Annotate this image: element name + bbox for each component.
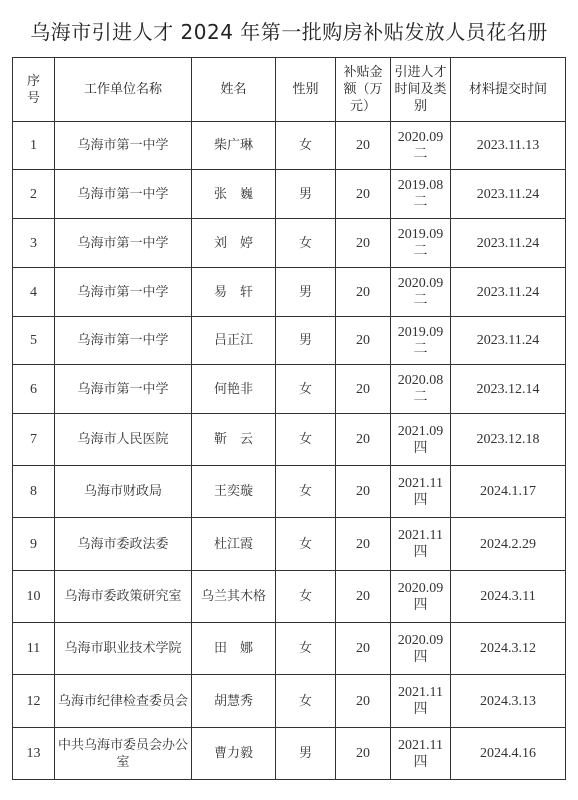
row-amount: 20	[336, 317, 391, 365]
row-name: 田 娜	[192, 623, 276, 675]
row-name: 刘 婷	[192, 219, 276, 268]
row-amount: 20	[336, 728, 391, 780]
row-index: 1	[13, 122, 55, 170]
row-unit: 乌海市第一中学	[55, 365, 192, 414]
row-index: 10	[13, 571, 55, 623]
row-submit-time: 2024.3.11	[451, 571, 566, 623]
row-unit: 乌海市第一中学	[55, 317, 192, 365]
talent-category: 四	[413, 753, 428, 770]
row-index: 3	[13, 219, 55, 268]
row-intro-time	[391, 675, 451, 728]
talent-category: 四	[413, 648, 428, 665]
table-header-row	[13, 58, 566, 122]
row-unit: 乌海市第一中学	[55, 268, 192, 317]
row-gender: 男	[276, 170, 336, 219]
row-unit: 乌海市职业技术学院	[55, 623, 192, 675]
row-submit-time: 2023.11.24	[451, 317, 566, 365]
talent-category: 二	[413, 194, 428, 210]
row-name: 乌兰其木格	[192, 571, 276, 623]
table-row	[13, 268, 566, 317]
row-intro-time	[391, 518, 451, 571]
row-submit-time: 2023.11.24	[451, 170, 566, 219]
row-amount: 20	[336, 623, 391, 675]
row-gender: 男	[276, 728, 336, 780]
intro-time: 2020.09	[397, 129, 444, 145]
talent-category: 二	[413, 145, 428, 162]
row-intro-time	[391, 317, 451, 365]
row-name: 王奕璇	[192, 466, 276, 518]
talent-category: 四	[413, 439, 428, 456]
row-gender: 女	[276, 518, 336, 571]
table-row	[13, 466, 566, 518]
row-submit-time: 2024.4.16	[451, 728, 566, 780]
intro-time: 2020.09	[397, 276, 444, 291]
table-row	[13, 317, 566, 365]
row-amount: 20	[336, 170, 391, 219]
intro-time: 2019.09	[397, 324, 444, 340]
table-row	[13, 219, 566, 268]
row-name: 吕正江	[192, 317, 276, 365]
intro-time: 2019.09	[397, 227, 444, 242]
document-title: 乌海市引进人才 2024 年第一批购房补贴发放人员花名册	[30, 20, 548, 44]
header-intro-time-category: 引进人才时间及类别	[391, 58, 451, 122]
row-unit: 乌海市委政法委	[55, 518, 192, 571]
row-submit-time: 2024.2.29	[451, 518, 566, 571]
row-intro-time	[391, 728, 451, 780]
row-amount: 20	[336, 365, 391, 414]
header-name: 姓名	[192, 58, 276, 122]
row-name: 柴广琳	[192, 122, 276, 170]
row-unit: 乌海市纪律检查委员会	[55, 675, 192, 728]
row-index: 6	[13, 365, 55, 414]
row-intro-time	[391, 571, 451, 623]
row-intro-time	[391, 623, 451, 675]
row-submit-time: 2023.12.14	[451, 365, 566, 414]
intro-time: 2021.11	[398, 475, 443, 491]
table-row	[13, 623, 566, 675]
row-unit: 中共乌海市委员会办公室	[55, 728, 192, 780]
row-intro-time	[391, 122, 451, 170]
intro-time: 2020.09	[397, 580, 444, 596]
header-index: 序号	[13, 58, 55, 122]
row-intro-time	[391, 219, 451, 268]
table-row	[13, 675, 566, 728]
row-intro-time	[391, 170, 451, 219]
row-gender: 男	[276, 317, 336, 365]
intro-time: 2020.09	[397, 632, 444, 648]
row-submit-time: 2024.3.12	[451, 623, 566, 675]
talent-category: 二	[413, 243, 428, 259]
talent-category: 二	[413, 389, 428, 405]
row-submit-time: 2024.3.13	[451, 675, 566, 728]
row-unit: 乌海市第一中学	[55, 122, 192, 170]
row-amount: 20	[336, 219, 391, 268]
header-submit-time: 材料提交时间	[451, 58, 566, 122]
row-name: 何艳非	[192, 365, 276, 414]
row-unit: 乌海市第一中学	[55, 170, 192, 219]
table-row	[13, 122, 566, 170]
row-intro-time	[391, 365, 451, 414]
header-amount: 补贴金额（万元）	[336, 58, 391, 122]
row-intro-time	[391, 268, 451, 317]
row-intro-time	[391, 414, 451, 466]
table-row	[13, 728, 566, 780]
row-index: 9	[13, 518, 55, 571]
row-name: 胡慧秀	[192, 675, 276, 728]
row-name: 靳 云	[192, 414, 276, 466]
row-name: 易 轩	[192, 268, 276, 317]
intro-time: 2021.11	[398, 737, 443, 753]
row-gender: 女	[276, 122, 336, 170]
header-gender: 性别	[276, 58, 336, 122]
row-submit-time: 2024.1.17	[451, 466, 566, 518]
intro-time: 2021.09	[397, 423, 444, 439]
row-gender: 女	[276, 365, 336, 414]
table-row	[13, 571, 566, 623]
intro-time: 2020.08	[397, 373, 444, 388]
row-amount: 20	[336, 414, 391, 466]
row-name: 曹力毅	[192, 728, 276, 780]
header-unit: 工作单位名称	[55, 58, 192, 122]
row-index: 2	[13, 170, 55, 219]
row-submit-time: 2023.11.24	[451, 268, 566, 317]
row-gender: 女	[276, 466, 336, 518]
row-unit: 乌海市第一中学	[55, 219, 192, 268]
talent-category: 四	[413, 491, 428, 508]
row-gender: 男	[276, 268, 336, 317]
row-index: 11	[13, 623, 55, 675]
row-submit-time: 2023.12.18	[451, 414, 566, 466]
row-intro-time	[391, 466, 451, 518]
table-row	[13, 365, 566, 414]
row-index: 7	[13, 414, 55, 466]
row-amount: 20	[336, 571, 391, 623]
talent-category: 二	[413, 292, 428, 308]
row-submit-time: 2023.11.24	[451, 219, 566, 268]
row-submit-time: 2023.11.13	[451, 122, 566, 170]
table-row	[13, 170, 566, 219]
row-unit: 乌海市人民医院	[55, 414, 192, 466]
row-amount: 20	[336, 268, 391, 317]
row-index: 12	[13, 675, 55, 728]
row-unit: 乌海市委政策研究室	[55, 571, 192, 623]
table-row	[13, 414, 566, 466]
row-gender: 女	[276, 571, 336, 623]
roster-table	[12, 57, 566, 780]
row-amount: 20	[336, 675, 391, 728]
row-amount: 20	[336, 122, 391, 170]
row-index: 13	[13, 728, 55, 780]
row-amount: 20	[336, 466, 391, 518]
row-index: 8	[13, 466, 55, 518]
intro-time: 2021.11	[398, 685, 443, 700]
row-gender: 女	[276, 623, 336, 675]
row-amount: 20	[336, 518, 391, 571]
table-row	[13, 518, 566, 571]
row-unit: 乌海市财政局	[55, 466, 192, 518]
row-gender: 女	[276, 219, 336, 268]
talent-category: 四	[413, 596, 428, 613]
talent-category: 四	[413, 701, 428, 717]
row-name: 杜江霞	[192, 518, 276, 571]
talent-category: 四	[413, 544, 428, 560]
row-gender: 女	[276, 414, 336, 466]
row-name: 张 巍	[192, 170, 276, 219]
talent-category: 二	[413, 340, 428, 357]
row-gender: 女	[276, 675, 336, 728]
row-index: 5	[13, 317, 55, 365]
intro-time: 2019.08	[397, 178, 444, 193]
intro-time: 2021.11	[398, 528, 443, 543]
row-index: 4	[13, 268, 55, 317]
